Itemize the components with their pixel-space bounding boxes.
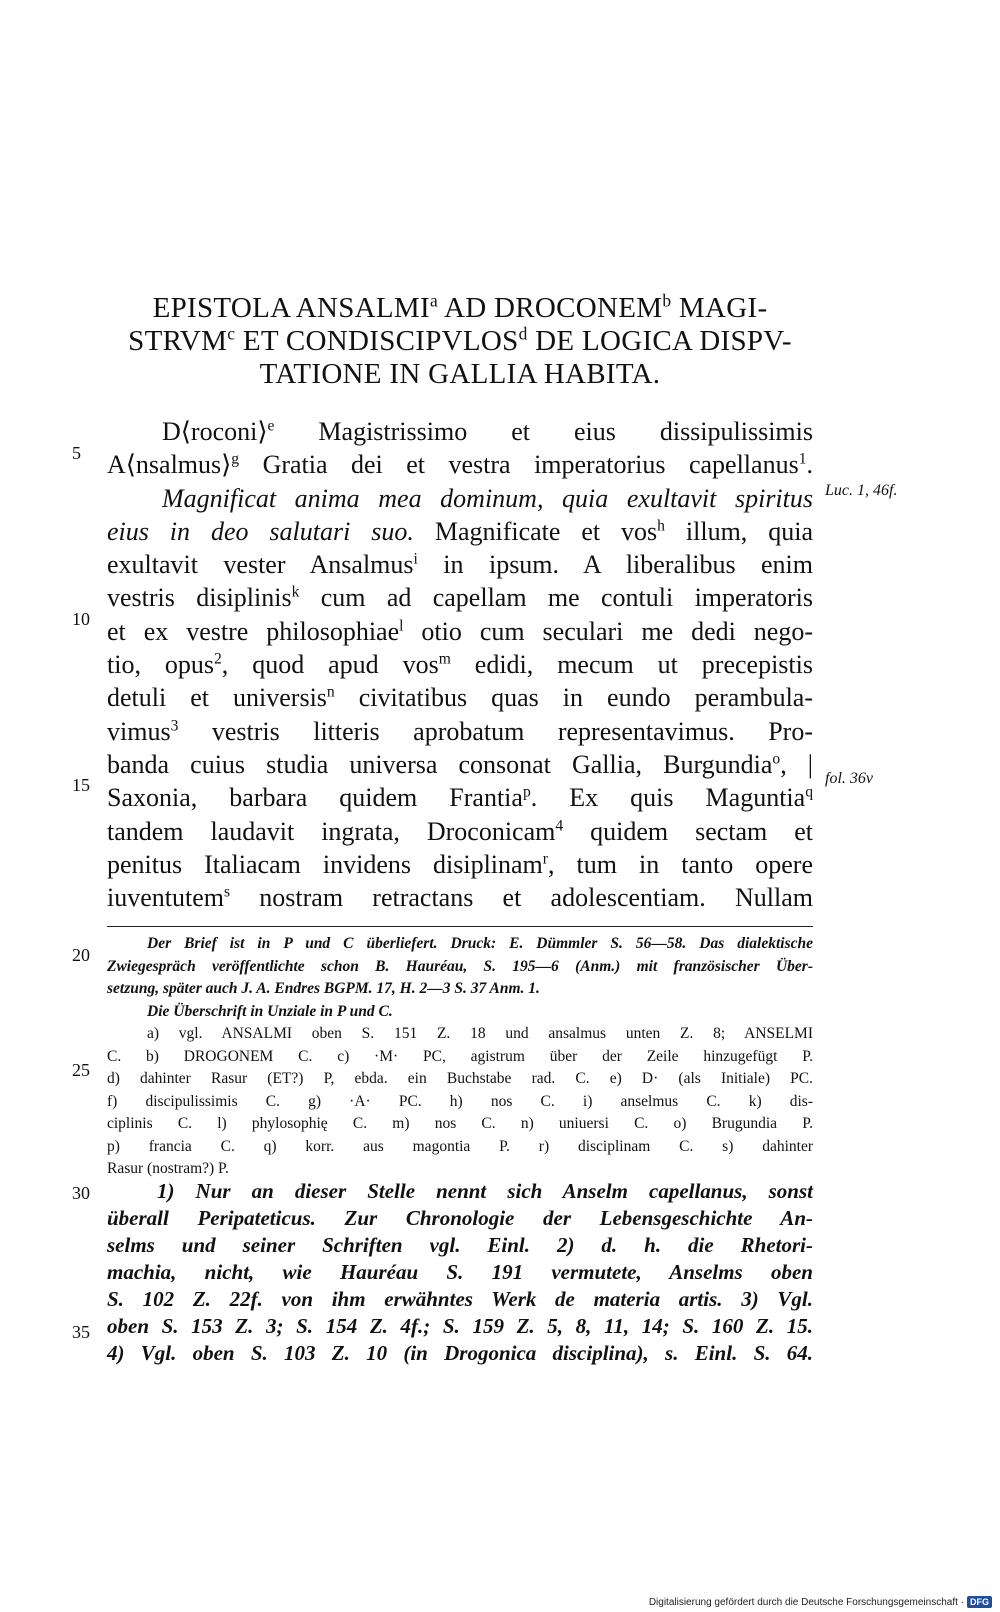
apparatus-line: a) vgl. ANSALMI oben S. 151 Z. 18 und ansalmus unten Z. 8; ANSELMI [147, 1025, 813, 1042]
commentary-notes [107, 1178, 813, 1367]
commentary-line: selms und seiner Schriften vgl. Einl. 2) d. h. die Rhetori- [107, 1233, 813, 1257]
apparatus-line: p) francia C. q) korr. aus magontia P. r) disciplinam C. s) dahinter [107, 1137, 813, 1155]
text-line: D⟨roconi⟩$^e$ Magistrissimo et eius dissipulissimis [162, 417, 813, 446]
text-line: Magnificat anima mea dominum, quia exultavit spiritus [162, 483, 813, 513]
apparatus-line: Rasur (nostram?) P. [107, 1160, 229, 1177]
footnote-divider [107, 926, 813, 927]
text-line: eius in deo salutari suo. Magnificate et vos$^h$ illum, quia [107, 516, 813, 546]
text-line: Saxonia, barbara quidem Frantia$^p$. Ex quis Maguntia$^q$ [107, 783, 813, 813]
document-title [110, 292, 810, 391]
text-line: exultavit vester Ansalmus$^i$ in ipsum. A liberalibus enim [107, 550, 814, 580]
apparatus-line: d) dahinter Rasur (ET?) P, ebda. ein Buchstabe rad. C. e) D· (als Initiale) PC. [107, 1070, 813, 1087]
line-number-10: 10 [72, 609, 90, 629]
margin-reference-folio: fol. 36v [825, 770, 873, 787]
apparatus-line: f) discipulissimis C. g) ·A· PC. h) nos C. i) anselmus C. k) dis- [107, 1092, 813, 1110]
line-number-15: 15 [72, 775, 90, 795]
note-line: Die Überschrift in Unziale in P und C. [147, 1002, 393, 1020]
title-line-2: STRVM$^c$ ET CONDISCIPVLOS$^d$ DE LOGICA DISPV- [128, 323, 792, 357]
text-line: iuventutem$^s$ nostram retractans et adolescentiam. Nullam [107, 883, 813, 913]
text-line: tio, opus$^2$, quod apud vos$^m$ edidi, mecum ut precepistis [107, 650, 813, 680]
line-number-5: 5 [72, 443, 81, 463]
commentary-line: 4) Vgl. oben S. 103 Z. 10 (in Drogonica disciplina), s. Einl. S. 64. [107, 1341, 813, 1365]
title-line-1: EPISTOLA ANSALMI$^a$ AD DROCONEM$^b$ MAGI- [152, 290, 768, 324]
digitization-credit: Digitalisierung gefördert durch die Deutsche Forschungsgemeinschaft · DFG [649, 1596, 992, 1608]
text-line: detuli et universis$^n$ civitatibus quas in eundo perambula- [107, 683, 813, 713]
note-line: Zwiegespräch veröffentlichte schon B. Hauréau, S. 195—6 (Anm.) mit französischer Über- [107, 957, 813, 975]
commentary-line: S. 102 Z. 22f. von ihm erwähntes Werk de materia artis. 3) Vgl. [107, 1287, 813, 1311]
apparatus-line: ciplinis C. l) phylosophię C. m) nos C. n) uniuersi C. o) Brugundia P. [107, 1115, 813, 1132]
commentary-line: 1) Nur an dieser Stelle nennt sich Anselm capellanus, sonst [157, 1179, 813, 1203]
text-line: vestris disiplinis$^k$ cum ad capellam me contuli imperatoris [107, 583, 813, 613]
text-line: tandem laudavit ingrata, Droconicam$^4$ quidem sectam et [107, 816, 814, 846]
text-line: vimus$^3$ vestris litteris aprobatum representavimus. Pro- [107, 716, 813, 746]
commentary-line: oben S. 153 Z. 3; S. 154 Z. 4f.; S. 159 Z. 5, 8, 11, 14; S. 160 Z. 15. [107, 1314, 813, 1338]
note-line: Der Brief ist in P und C überliefert. Druck: E. Dümmler S. 56—58. Das dialektische [147, 935, 813, 952]
line-number-35: 35 [72, 1322, 90, 1342]
text-line: et ex vestre philosophiae$^l$ otio cum seculari me dedi nego- [107, 616, 813, 646]
line-number-30: 30 [72, 1183, 90, 1203]
dfg-logo: DFG [967, 1596, 992, 1608]
text-line: A⟨nsalmus⟩$^g$ Gratia dei et vestra imperatorius capellanus$^1$. [107, 450, 813, 480]
margin-reference-luke: Luc. 1, 46f. [825, 482, 898, 499]
line-number-25: 25 [72, 1060, 90, 1080]
text-line: penitus Italiacam invidens disiplinam$^r$, tum in tanto opere [107, 849, 813, 879]
main-text [107, 415, 813, 914]
line-number-20: 20 [72, 945, 90, 965]
critical-apparatus [107, 1023, 813, 1181]
commentary-line: machia, nicht, wie Hauréau S. 191 vermutete, Anselms oben [107, 1260, 813, 1284]
title-line-3: TATIONE IN GALLIA HABITA. [259, 358, 661, 390]
note-line: setzung, später auch J. A. Endres BGPM. 17, H. 2—3 S. 37 Anm. 1. [107, 980, 540, 997]
apparatus-line: C. b) DROGONEM C. c) ·M· PC, agistrum über der Zeile hinzugefügt P. [107, 1047, 813, 1065]
text-line: banda cuius studia universa consonat Gallia, Burgundia$^o$, | [107, 749, 813, 779]
commentary-line: überall Peripateticus. Zur Chronologie der Lebensgeschichte An- [107, 1206, 813, 1230]
transmission-note [107, 933, 813, 1023]
